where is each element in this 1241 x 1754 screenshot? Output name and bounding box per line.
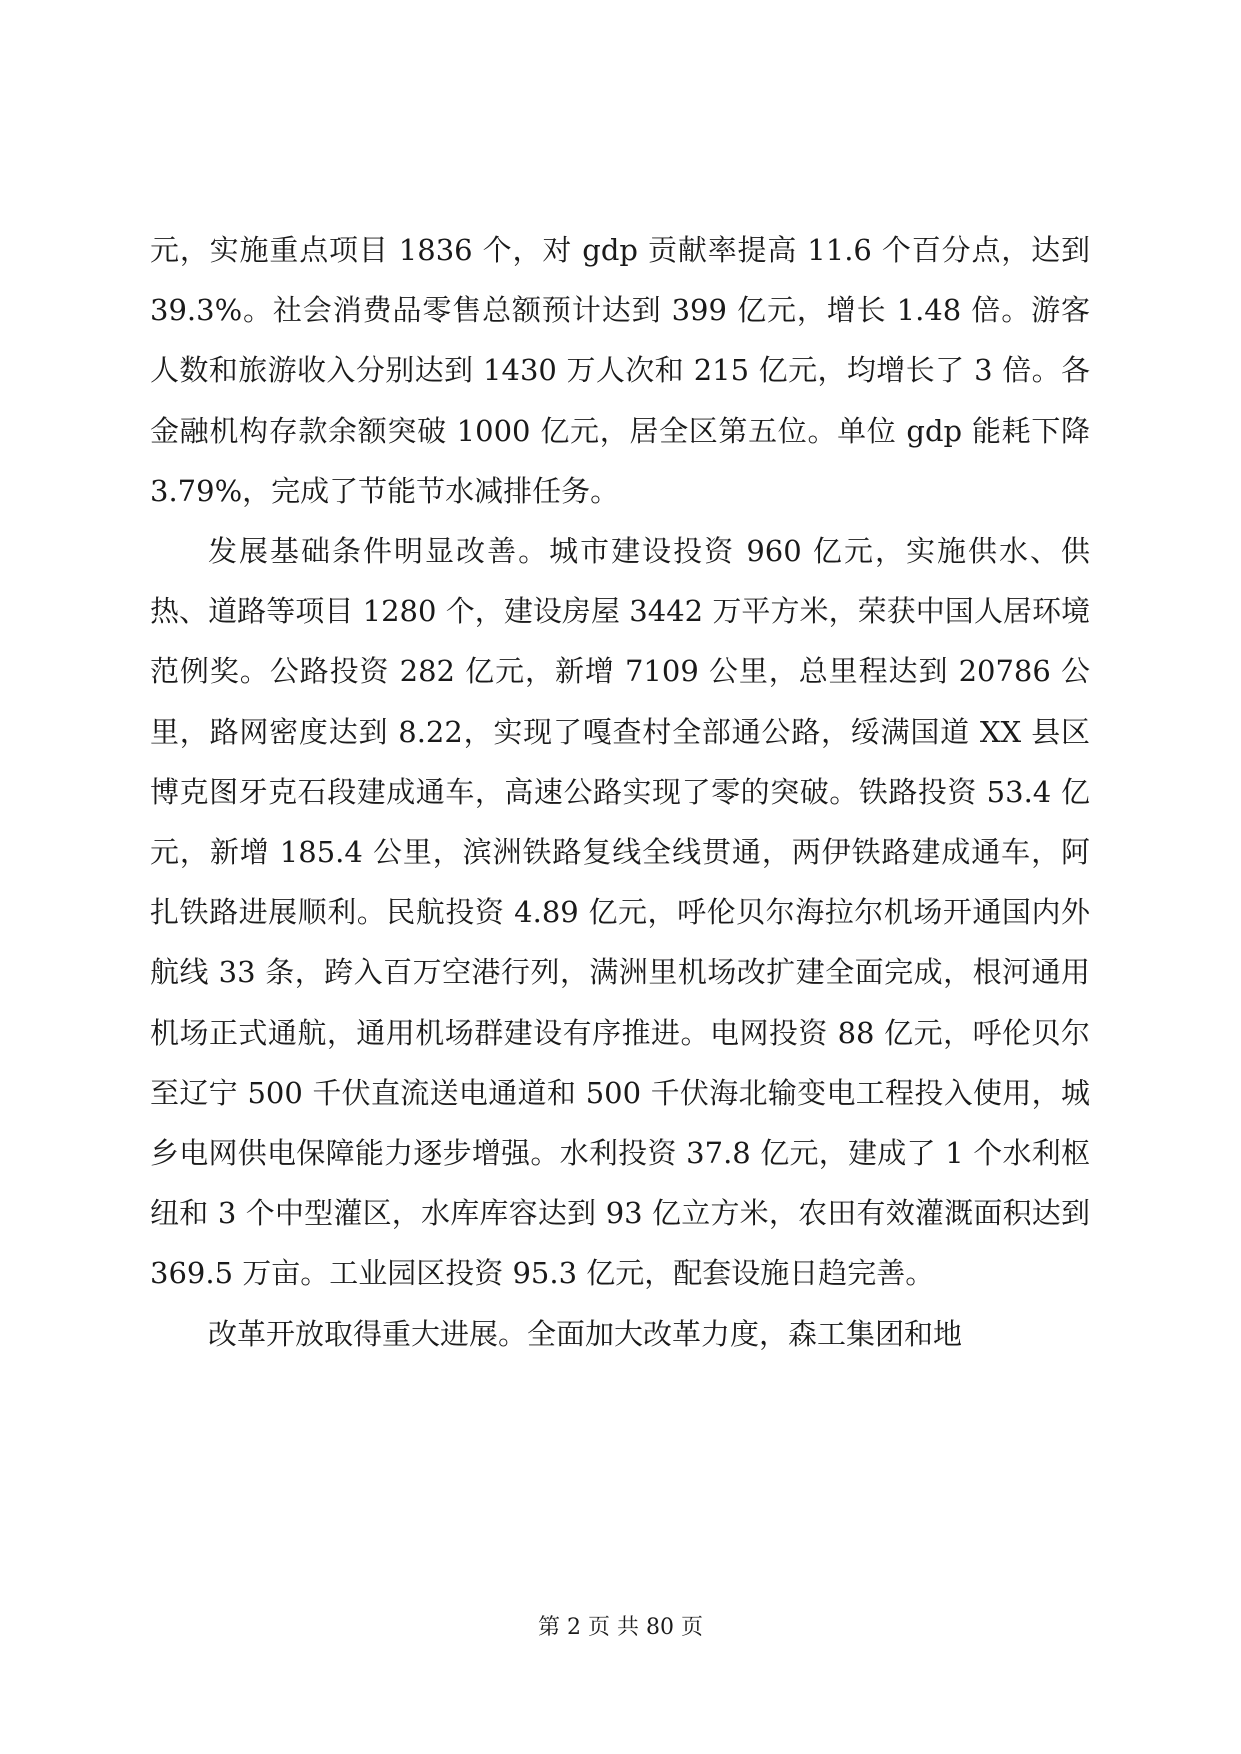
page-footer: 第 2 页 共 80 页 bbox=[538, 1615, 703, 1640]
paragraph-continued: 元，实施重点项目 1836 个，对 gdp 贡献率提高 11.6 个百分点，达到 39.3%。社会消费品零售总额预计达到 399 亿元，增长 1.48 倍。游客人数和旅游收入分别达到 1430 万人次和 215 亿元，均增长了 3 倍。各金融机构存款余额突破 1000 亿元，居全区第五位。单位 gdp 能耗下降 3.79%，完成了节能节水减排任务。 bbox=[150, 233, 1090, 508]
paragraph-infrastructure: 发展基础条件明显改善。城市建设投资 960 亿元，实施供水、供热、道路等项目 1280 个，建设房屋 3442 万平方米，荣获中国人居环境范例奖。公路投资 282 亿元，新增 7109 公里，总里程达到 20786 公里，路网密度达到 8.22，实现了嘎查村全部通公路，绥满国道 XX 县区博克图牙克石段建成通车，高速公路实现了零的突破。铁路投资 53.4 亿元，新增 185.4 公里，滨洲铁路复线全线贯通，两伊铁路建成通车，阿扎铁路进展顺利。民航投资 4.89 亿元，呼伦贝尔海拉尔机场开通国内外航线 33 条，跨入百万空港行列，满洲里机场改扩建全面完成，根河通用机场正式通航，通用机场群建设有序推进。电网投资 88 亿元，呼伦贝尔至辽宁 500 千伏直流送电通道和 500 千伏海北输变电工程投入使用，城乡电网供电保障能力逐步增强。水利投资 37.8 亿元，建成了 1 个水利枢纽和 3 个中型灌区，水库库容达到 93 亿立方米，农田有效灌溉面积达到 369.5 万亩。工业园区投资 95.3 亿元，配套设施日趋完善。 bbox=[150, 534, 1090, 1291]
paragraph-reform: 改革开放取得重大进展。全面加大改革力度，森工集团和地 bbox=[208, 1316, 963, 1351]
document-body bbox=[150, 220, 1090, 1364]
